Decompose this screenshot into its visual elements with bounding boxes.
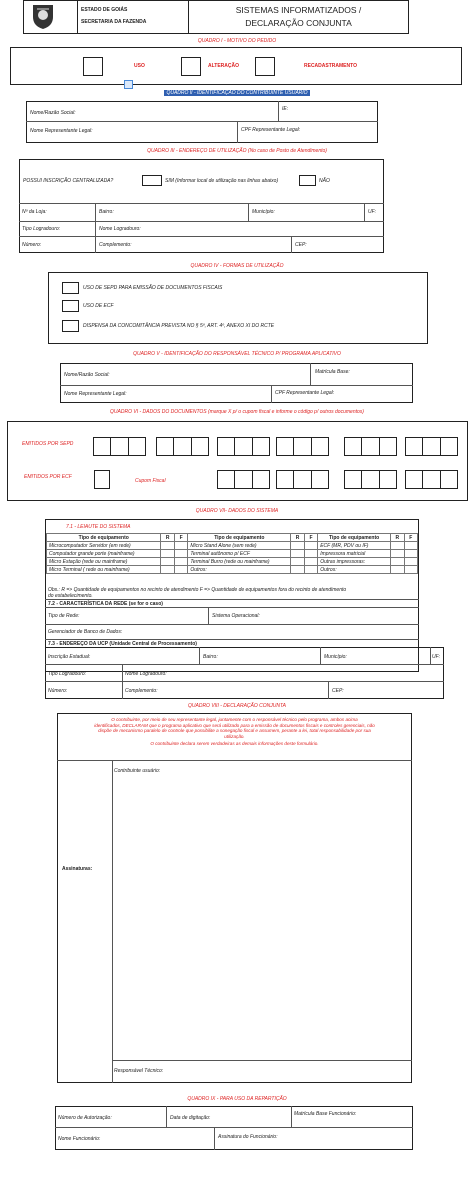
q6-title: QUADRO VI - DADOS DO DOCUMENTOS (marque X p/ o cupom fiscal e informe o código p/ outros documentos) [110, 409, 364, 415]
equip-cell: Microcomputador Servidor (em rede) [47, 542, 161, 550]
q4-title: QUADRO IV - FORMAS DE UTILIZAÇÃO [190, 263, 284, 269]
q5-cpf-label: CPF Representante Legal: [275, 390, 335, 396]
q3-tipo-log-label: Tipo Logradouro: [22, 226, 61, 232]
sepd-code-6[interactable] [406, 437, 458, 456]
equip-cell: Terminal Burro (rede ou mainframe) [188, 558, 291, 566]
qty-f-input[interactable] [404, 558, 417, 566]
col-tipo-1: Tipo de equipamento [47, 534, 161, 542]
q7-71-title: 7.1 - LEIAUTE DO SISTEMA [66, 524, 131, 530]
anchor-icon[interactable] [124, 80, 133, 89]
qty-r-input[interactable] [291, 566, 304, 574]
checkbox-dispensa[interactable] [62, 320, 79, 332]
q5-matricula-label: Matrícula Base: [315, 369, 350, 375]
q6-box [7, 421, 468, 501]
q2-box [26, 101, 378, 143]
header-state: ESTADO DE GOIÁS [81, 7, 128, 13]
equip-cell: Outros: [318, 566, 391, 574]
state-logo-icon [31, 3, 55, 30]
q2-cpf-label: CPF Representante Legal: [241, 127, 301, 133]
q9-num-aut-label: Número de Autorização: [58, 1115, 112, 1121]
ecf-code-1[interactable] [218, 470, 270, 489]
q7-gerenciador-label: Gerenciador de Banco de Dados: [48, 629, 123, 635]
sepd-code-3[interactable] [218, 437, 270, 456]
q8-text1: O contribuinte, por meio de seu representante legal, juntamente com o responsável técnico pelo programa, ambos acima [111, 717, 358, 722]
qty-f-input[interactable] [304, 550, 317, 558]
col-f-1: F [174, 534, 187, 542]
q9-nome-func-label: Nome Funcionário: [58, 1136, 101, 1142]
q2-name-label: Nome/Razão Social: [30, 110, 76, 116]
q3-central-label: POSSUI INSCRIÇÃO CENTRALIZADA? [23, 178, 114, 184]
q4-opt-sepd: USO DE SEPD PARA EMISSÃO DE DOCUMENTOS FISCAIS [83, 285, 223, 291]
q7-bairro-label: Bairro: [203, 654, 218, 660]
q2-ie-label: IE: [282, 106, 289, 112]
q3-numero-label: Número: [22, 242, 42, 248]
checkbox-uso[interactable] [83, 57, 103, 76]
contribuinte-signature-area[interactable] [113, 775, 411, 1059]
q4-opt-dispensa: DISPENSA DA CONCOMITÂNCIA PREVISTA NO § 5º, ART. 4º, ANEXO XI DO RCTE [83, 323, 275, 329]
qty-r-input[interactable] [161, 542, 174, 550]
equip-cell: Outros: [188, 566, 291, 574]
qty-r-input[interactable] [391, 542, 404, 550]
equipment-table [46, 533, 418, 574]
checkbox-ecf[interactable] [62, 300, 79, 312]
table-row [47, 558, 418, 566]
col-tipo-2: Tipo de equipamento [188, 534, 291, 542]
sepd-code-5[interactable] [345, 437, 397, 456]
col-r-2: R [291, 534, 304, 542]
q8-declaration [59, 717, 410, 747]
equip-cell: Computador grande porte (mainframe) [47, 550, 161, 558]
equip-cell: Micro Estação (rede ou mainframe) [47, 558, 161, 566]
q2-rep-label: Nome Representante Legal: [30, 128, 93, 134]
q6-cupom-label: Cupom Fiscal [135, 478, 166, 484]
equip-cell: ECF (MR, PDV ou IF) [318, 542, 391, 550]
equip-cell: Impressora matricial [318, 550, 391, 558]
q7-obs: Obs.: R => Quantidade de equipamentos no recinto de atendimento F => Quantidade de equipamentos fora do recinto de atendimento [48, 587, 347, 593]
q5-rep-label: Nome Representante Legal: [64, 391, 127, 397]
checkbox-nao[interactable] [299, 175, 316, 186]
qty-f-input[interactable] [404, 542, 417, 550]
qty-f-input[interactable] [174, 550, 187, 558]
equip-cell: Micro Stand Alone (sem rede) [188, 542, 291, 550]
header-secretariat: SECRETARIA DA FAZENDA [81, 19, 147, 25]
ecf-code-3[interactable] [345, 470, 397, 489]
qty-r-input[interactable] [161, 566, 174, 574]
label-recadastramento: RECADASTRAMENTO [304, 63, 357, 69]
q8-text5: O contribuinte declara serem verdadeiras as demais informações deste formulário. [150, 741, 319, 746]
q9-data-dig-label: Data de digitação: [170, 1115, 211, 1121]
qty-r-input[interactable] [161, 550, 174, 558]
qty-r-input[interactable] [291, 550, 304, 558]
q3-nao-label: NÃO [319, 178, 330, 184]
col-tipo-3: Tipo de equipamento [318, 534, 391, 542]
checkbox-recadastramento[interactable] [255, 57, 275, 76]
q7-ie-label: Inscrição Estadual: [48, 654, 91, 660]
qty-r-input[interactable] [391, 566, 404, 574]
q8-responsavel-label: Responsável Técnico: [114, 1068, 164, 1074]
qty-f-input[interactable] [404, 566, 417, 574]
q7-uf-label: UF: [432, 654, 441, 660]
q5-title: QUADRO V - IDENTIFICAÇÃO DO RESPONSÁVEL TÉCNICO P/ PROGRAMA APLICATIVO [133, 351, 341, 357]
q8-contribuinte-label: Contribuinte usuário: [114, 768, 161, 774]
q8-text3: dispõe de mecanismo paralelo de controle que possibilite a sonegação fiscal e assumem, perante a lei, total responsabilidade por sua [98, 728, 371, 733]
q3-nome-log-label: Nome Logradouro: [99, 226, 141, 232]
ecf-cupom-checkbox[interactable] [94, 470, 110, 489]
q3-bairro-label: Bairro: [99, 209, 114, 215]
q3-cep-label: CEP: [295, 242, 307, 248]
ecf-code-4[interactable] [406, 470, 458, 489]
q7-cep-label: CEP: [332, 688, 344, 694]
q8-title: QUADRO VIII - DECLARAÇÃO CONJUNTA [188, 703, 286, 709]
page-title-line2: DECLARAÇÃO CONJUNTA [245, 18, 352, 28]
q7-tipo-log-label: Tipo Logradouro: [48, 671, 87, 677]
q9-matricula-label: Matrícula Base Funcionário: [294, 1111, 357, 1117]
q5-box [60, 363, 413, 403]
qty-f-input[interactable] [174, 558, 187, 566]
page-title [188, 4, 409, 30]
q1-title: QUADRO I - MOTIVO DO PEDIDO [197, 38, 277, 44]
q6-sepd-label: EMITIDOS POR SEPD [22, 441, 74, 447]
table-row [47, 550, 418, 558]
qty-r-input[interactable] [391, 550, 404, 558]
qty-r-input[interactable] [391, 558, 404, 566]
col-f-2: F [304, 534, 317, 542]
qty-r-input[interactable] [291, 542, 304, 550]
q3-box [19, 159, 384, 253]
q7-obs2: do estabelecimento. [48, 593, 93, 599]
col-r-1: R [161, 534, 174, 542]
q3-title: QUADRO III - ENDEREÇO DE UTILIZAÇÃO (No caso de Posto de Atendimento) [147, 148, 327, 154]
q7-title: QUADRO VII- DADOS DO SISTEMA [195, 508, 279, 514]
q8-assinaturas-label: Assinaturas: [62, 866, 93, 872]
label-uso: USO [134, 63, 145, 69]
q7-complemento-label: Complemento: [125, 688, 158, 694]
q4-opt-ecf: USO DE ECF [83, 303, 114, 309]
checkbox-sim[interactable] [142, 175, 162, 186]
qty-f-input[interactable] [404, 550, 417, 558]
q3-loja-label: Nº da Loja: [22, 209, 47, 215]
q9-assinatura-label: Assinatura do Funcionário: [218, 1134, 278, 1140]
q2-title: QUADRO II - IDENTIFICAÇÃO DO CONTRIBUINTE USUÁRIO [166, 90, 308, 96]
q7-72-title: 7.2 - CARACTERÍSTICA DA REDE (se for o caso) [48, 601, 163, 607]
qty-f-input[interactable] [304, 558, 317, 566]
q3-complemento-label: Complemento: [99, 242, 132, 248]
label-alteracao: ALTERAÇÃO [208, 63, 240, 69]
qty-r-input[interactable] [161, 558, 174, 566]
q5-name-label: Nome/Razão Social: [64, 372, 110, 378]
checkbox-sepd[interactable] [62, 282, 79, 294]
col-r-3: R [391, 534, 404, 542]
q7-tipo-rede-label: Tipo de Rede: [48, 613, 80, 619]
q3-municipio-label: Município: [252, 209, 275, 215]
equip-cell: Micro Terminal ( rede ou mainframe) [47, 566, 161, 574]
q9-box [55, 1106, 413, 1150]
q3-uf-label: UF: [368, 209, 377, 215]
checkbox-alteracao[interactable] [181, 57, 201, 76]
qty-f-input[interactable] [174, 566, 187, 574]
q7-so-label: Sistema Operacional: [212, 613, 260, 619]
q9-title: QUADRO IX - PARA USO DA REPARTIÇÃO [187, 1096, 287, 1102]
equip-cell: Terminal autônomo p/ ECF [188, 550, 291, 558]
qty-r-input[interactable] [291, 558, 304, 566]
qty-f-input[interactable] [304, 566, 317, 574]
ecf-code-2[interactable] [277, 470, 329, 489]
sepd-code-2[interactable] [157, 437, 209, 456]
sepd-code-4[interactable] [277, 437, 329, 456]
table-row [47, 566, 418, 574]
equip-cell: Outras impressoras: [318, 558, 391, 566]
table-row [47, 542, 418, 550]
q7-73-title: 7.3 - ENDEREÇO DA UCP (Unidade Central de Processamento) [48, 641, 197, 647]
sepd-code-1[interactable] [94, 437, 146, 456]
q3-sim-label: SIM (Informar local de utilização nas linhas abaixo) [165, 178, 279, 184]
q8-text2: identificados, DECLARAM que o programa aplicativo que será utilizado para a emissão de documentos fiscais e controles gerenciais, não [94, 722, 375, 728]
q6-ecf-label: EMITIDOS POR ECF [24, 474, 72, 480]
q7-address-box [45, 647, 444, 699]
q8-text4: utilização. [224, 733, 245, 739]
q7-municipio-label: Município: [324, 654, 347, 660]
q7-numero-label: Número: [48, 688, 68, 694]
qty-f-input[interactable] [174, 542, 187, 550]
col-f-3: F [404, 534, 417, 542]
q7-nome-log-label: Nome Logradouro: [125, 671, 167, 677]
page-title-line1: SISTEMAS INFORMATIZADOS / [235, 5, 362, 15]
qty-f-input[interactable] [304, 542, 317, 550]
